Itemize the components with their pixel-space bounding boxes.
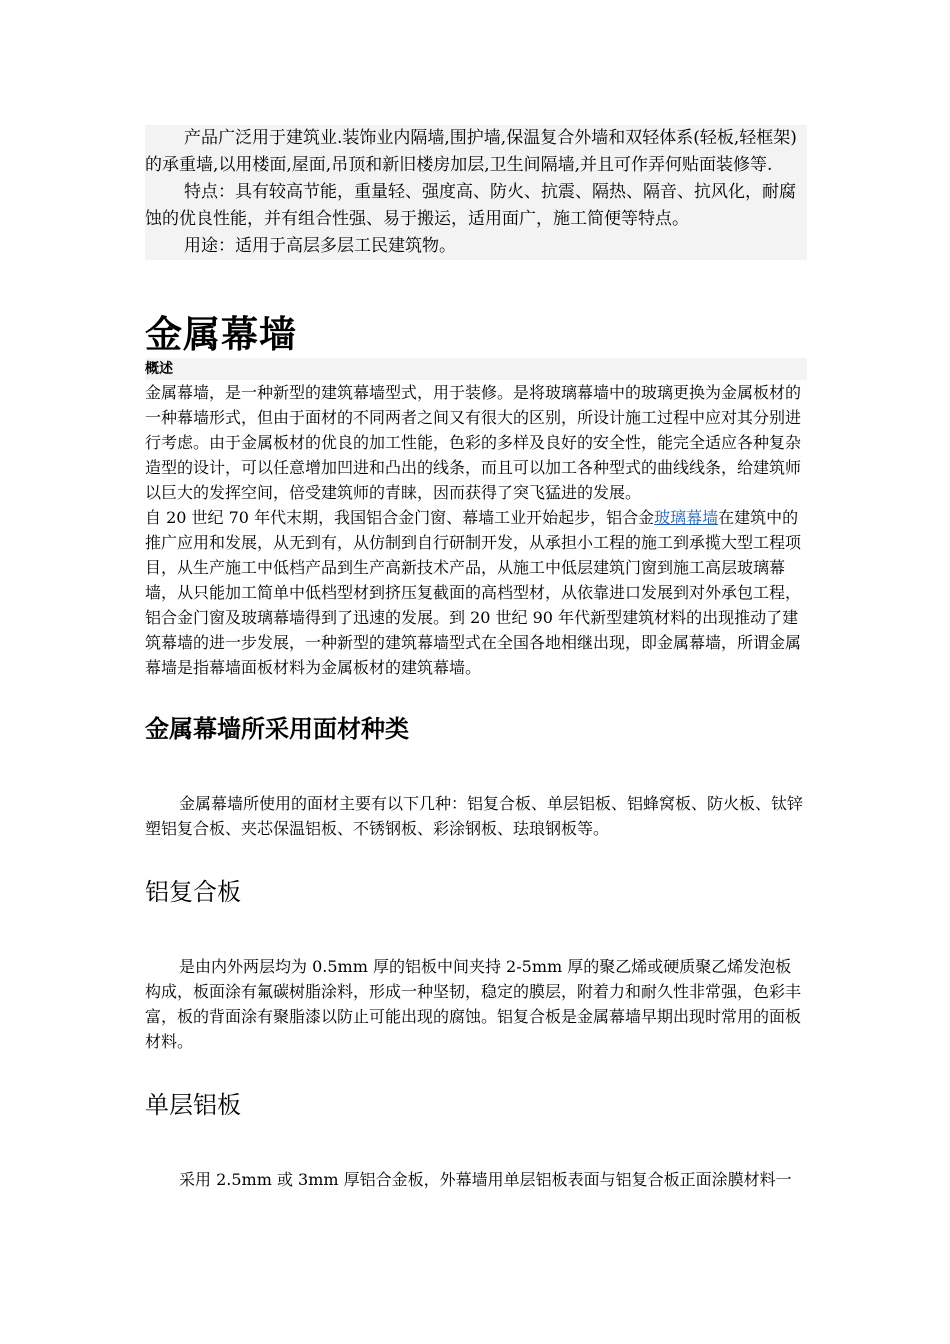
overview-paragraph-1: 金属幕墙，是一种新型的建筑幕墙型式，用于装修。是将玻璃幕墙中的玻璃更换为金属板材的一种幕墙形式，但由于面材的不同两者之间又有很大的区别，所设计施工过程中应对其分别进行考虑。由于金属板材的优良的加工性能，色彩的多样及良好的安全性，能完全适应各种复杂造型的设计，可以任意增加凹进和凸出的线条，而且可以加工各种型式的曲线线条，给建筑师以巨大的发挥空间，倍受建筑师的青睐，因而获得了突飞猛进的发展。	[145, 383, 802, 502]
overview-p2-before: 自 20 世纪 70 年代末期，我国铝合金门窗、幕墙工业开始起步，铝合金	[145, 508, 655, 527]
glass-curtain-wall-link[interactable]: 玻璃幕墙	[654, 508, 719, 527]
overview-label: 概述	[145, 358, 807, 380]
composite-heading: 铝复合板	[145, 878, 241, 906]
composite-paragraph: 是由内外两层均为 0.5mm 厚的铝板中间夹持 2-5mm 厚的聚乙烯或硬质聚乙烯发泡板构成，板面涂有氟碳树脂涂料，形成一种坚韧，稳定的膜层，附着力和耐久性非常强，色彩丰富，板的背面涂有聚脂漆以防止可能出现的腐蚀。铝复合板是金属幕墙早期出现时常用的面板材料。	[145, 957, 802, 1051]
intro-paragraph-features: 特点：具有较高节能，重量轻、强度高、防火、抗震、隔热、隔音、抗风化，耐腐蚀的优良性能，并有组合性强、易于搬运，适用面广，施工简便等特点。	[145, 182, 796, 229]
single-layer-paragraph: 采用 2.5mm 或 3mm 厚铝合金板，外幕墙用单层铝板表面与铝复合板正面涂膜材料一	[179, 1170, 792, 1189]
intro-paragraph-usage: 用途：适用于高层多层工民建筑物。	[184, 236, 456, 256]
intro-block	[145, 125, 807, 260]
overview-p2-after: 在建筑中的推广应用和发展，从无到有，从仿制到自行研制开发，从承担小工程的施工到承揽大型工程项目，从生产施工中低档产品到生产高新技术产品，从施工中低层建筑门窗到施工高层玻璃幕墙，从只能加工简单中低档型材到挤压复截面的高档型材，从依靠进口发展到对外承包工程，铝合金门窗及玻璃幕墙得到了迅速的发展。到 20 世纪 90 年代新型建筑材料的出现推动了建筑幕墙的进一步发展，一种新型的建筑幕墙型式在全国各地相继出现，即金属幕墙，所谓金属幕墙是指幕墙面板材料为金属板材的建筑幕墙。	[145, 508, 802, 677]
overview-paragraph-2	[145, 505, 807, 680]
single-layer-heading: 单层铝板	[145, 1091, 241, 1119]
intro-paragraph-1: 产品广泛用于建筑业.装饰业内隔墙,围护墙,保温复合外墙和双轻体系(轻板,轻框架)的承重墙,以用楼面,屋面,吊顶和新旧楼房加层,卫生间隔墙,并且可作弄何贴面装修等.	[145, 128, 797, 175]
document-page	[145, 0, 807, 1192]
materials-heading: 金属幕墙所采用面材种类	[145, 715, 409, 743]
materials-paragraph: 金属幕墙所使用的面材主要有以下几种：铝复合板、单层铝板、铝蜂窝板、防火板、钛锌塑铝复合板、夹芯保温铝板、不锈钢板、彩涂钢板、珐琅钢板等。	[145, 794, 804, 838]
page-title: 金属幕墙	[145, 313, 297, 356]
